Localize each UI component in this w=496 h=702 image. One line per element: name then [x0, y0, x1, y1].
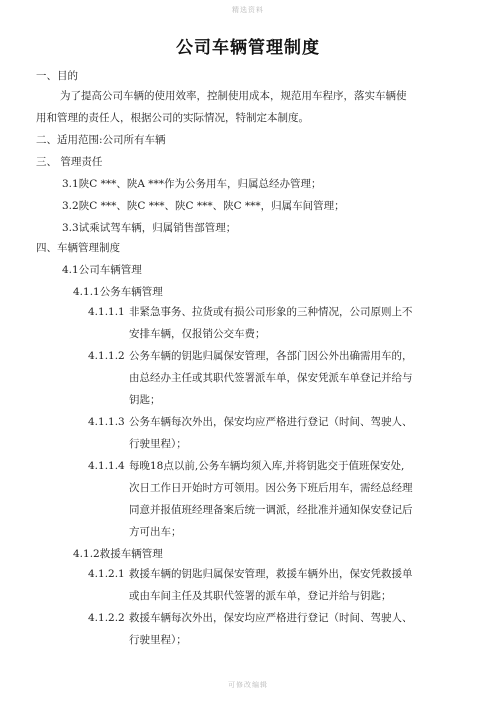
section-1-heading: 一、目的 — [36, 70, 78, 82]
clause-line: 次日工作日开始时方可领用。因公务下班后用车，需经总经理 — [129, 482, 413, 494]
clause-4-1-1-1 — [88, 301, 468, 345]
clause-line: 非紧急事务、拉货或有损公司形象的三种情况，公司原则上不 — [129, 306, 413, 318]
subsection-4-1-1: 4.1.1公务车辆管理 — [73, 286, 163, 298]
clause-4-1-2-1 — [88, 563, 468, 607]
clause-4-1-1-2 — [88, 345, 468, 411]
clause-number: 4.1.1.1 — [88, 306, 125, 318]
clause-4-1-1-4 — [88, 455, 468, 543]
clause-line: 公务车辆的钥匙归属保安管理，各部门因公外出确需用车的， — [129, 350, 413, 362]
clause-number: 4.1.2.1 — [88, 568, 125, 580]
section-3-item-2: 3.2陕C ***、陕C ***、陕C ***、陕C ***，归属车间管理； — [62, 200, 345, 212]
clause-line: 由总经办主任或其职代签署派车单，保安凭派车单登记并给与 — [129, 372, 413, 384]
clause-line: 每晚18点以前,公务车辆均须入库,并将钥匙交于值班保安处, — [129, 460, 405, 472]
clause-line: 行驶里程）； — [129, 438, 187, 450]
subsection-4-1-2: 4.1.2救援车辆管理 — [73, 548, 163, 560]
section-1-para-line-1: 为了提高公司车辆的使用效率，控制使用成本，规范用车程序，落实车辆使 — [60, 90, 407, 102]
clause-number: 4.1.1.3 — [88, 416, 125, 428]
footer-watermark: 可修改编辑 — [228, 681, 268, 689]
clause-4-1-1-3 — [88, 411, 468, 455]
clause-number: 4.1.1.2 — [88, 350, 125, 362]
clause-4-1-2-2 — [88, 607, 468, 651]
section-1-para-line-2: 用和管理的责任人，根据公司的实际情况，特制定本制度。 — [36, 112, 309, 124]
clause-line: 救援车辆的钥匙归属保安管理，救援车辆外出，保安凭救援单 — [129, 568, 413, 580]
section-2-heading: 二、适用范围:公司所有车辆 — [36, 134, 166, 146]
document-title: 公司车辆管理制度 — [176, 38, 320, 58]
clause-line: 救援车辆每次外出，保安均应严格进行登记（时间、驾驶人、 — [129, 612, 413, 624]
section-3-heading: 三、 管理责任 — [36, 156, 103, 168]
clause-line: 安排车辆，仅报销公交车费； — [129, 328, 266, 340]
clause-line: 或由车间主任及其职代签署的派车单，登记并给与钥匙； — [129, 590, 392, 602]
header-watermark: 精选资料 — [232, 6, 264, 14]
section-3-item-1: 3.1陕C ***、陕A ***作为公务用车，归属总经办管理； — [62, 178, 322, 190]
clause-line: 钥匙； — [129, 394, 161, 406]
clause-number: 4.1.1.4 — [88, 460, 125, 472]
clause-number: 4.1.2.2 — [88, 612, 125, 624]
clause-line: 行驶里程）； — [129, 634, 187, 646]
section-3-item-3: 3.3试乘试驾车辆，归属销售部管理； — [62, 222, 237, 234]
clause-line: 同意并报值班经理备案后统一调派，经批准并通知保安登记后 — [129, 504, 413, 516]
clause-line: 方可出车； — [129, 526, 182, 538]
section-4-heading: 四、车辆管理制度 — [36, 242, 120, 254]
subsection-4-1: 4.1公司车辆管理 — [62, 264, 142, 276]
clause-line: 公务车辆每次外出，保安均应严格进行登记（时间、驾驶人、 — [129, 416, 413, 428]
